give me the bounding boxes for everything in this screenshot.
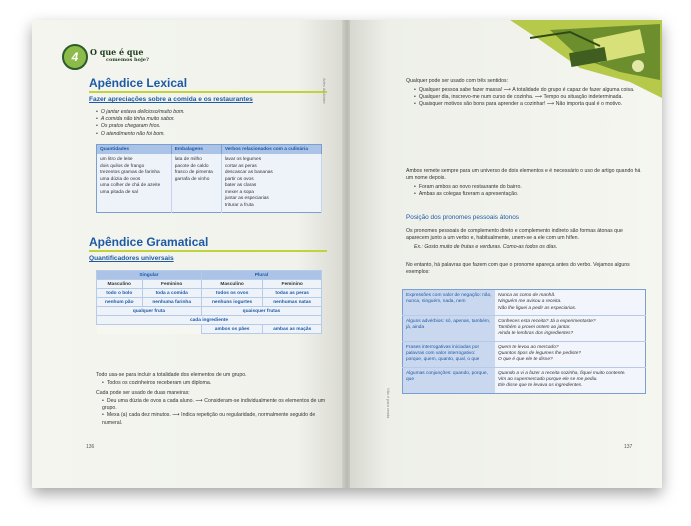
pronouns-paragraph: Os pronomes pessoais de complemento direto e complemento indireto são formas átonas que aparecem junto a um verbo e, habitualmente, unem-se a ele com um hífen. xyxy=(406,228,623,242)
cell-line: lata de milho xyxy=(174,157,202,162)
empty-cell xyxy=(97,325,202,334)
rule-label: Algumas conjunções: quando, porque, que xyxy=(403,367,496,393)
bullet-item: • Quaisquer motivos são bons para aprender a cozinhar! ⟶ Não importa qual é o motivo. xyxy=(414,101,646,108)
singular-header: Singular xyxy=(97,271,202,280)
brand-line1: O que é que xyxy=(90,47,144,57)
example-line: Também a provei ontem ao jantar. xyxy=(498,325,571,331)
cell-line: trezentos gramas de farinha xyxy=(100,170,160,175)
paragraph-todo: Todo usa-se para incluir a totalidade dos elementos de um grupo. xyxy=(96,372,247,378)
qualquer-bullets xyxy=(414,87,646,109)
cell-line: descascar as bananas xyxy=(224,170,273,175)
cell-line: triturar a fruta xyxy=(224,202,254,208)
todo-bullets xyxy=(102,380,326,387)
rule-label: Frases interrogativas iniciadas por palavras com valor interrogativo: porque, quem, quanto, qual, o que xyxy=(403,341,496,367)
gender-header: Feminino xyxy=(142,280,201,289)
title-rule xyxy=(89,91,327,93)
example-line: O que é que ele te disse? xyxy=(498,357,553,363)
table-cell: todos os ovos xyxy=(201,289,262,298)
gender-header: Masculino xyxy=(201,280,262,289)
table-cell: toda a comida xyxy=(142,289,201,298)
table-cell: cada ingrediente xyxy=(97,316,322,325)
verbs-cell xyxy=(221,154,321,213)
rule-examples xyxy=(495,290,646,316)
cell-line: frasco de pimenta xyxy=(174,170,213,175)
example-line: Quantos tipos de legumes lhe pediste? xyxy=(498,351,581,357)
side-note: Não é para venda xyxy=(386,388,390,419)
qualquer-intro: Qualquer pode ser usado com três sentidos: xyxy=(406,78,509,84)
table-header: Quantidades xyxy=(97,145,172,155)
bullet-item: • Todos os cozinheiros receberam um diploma. xyxy=(102,380,326,387)
cell-line: partir os ovos xyxy=(224,176,254,182)
rule-label: Alguns advérbios: só, apenas, também, já, ainda xyxy=(403,315,496,341)
table-cell: quaisquer frutas xyxy=(201,307,321,316)
gender-header: Masculino xyxy=(97,280,143,289)
title-rule xyxy=(89,250,327,252)
cell-line: garrafa de vinho xyxy=(174,176,210,182)
table-cell: nenhum pão xyxy=(97,298,143,307)
grammar-title: Apêndice Gramatical xyxy=(89,235,209,249)
bullet-item: • Qualquer pessoa sabe fazer massa! ⟶ A totalidade do grupo é capaz de fazer alguma coisa. xyxy=(414,87,646,94)
pronouns-example: Ex.: Gosto muito de frutas e verduras. Como-as todos os dias. xyxy=(414,244,558,250)
cell-line: bater as claras xyxy=(224,183,257,188)
side-note: Artes do Atelier xyxy=(322,78,326,104)
examples-list xyxy=(96,109,185,138)
bullet-item: • Mexa (a) cada dez minutos. ⟶ Indica repetição ou regularidade, normalmente seguido de numeral. xyxy=(102,412,326,426)
bullet-item: • Ambas as colegas fizeram a apresentação. xyxy=(414,191,646,198)
exception-paragraph: No entanto, há palavras que fazem com que o pronome apareça antes do verbo. Vejamos alguns exemplos: xyxy=(406,262,630,276)
cell-line: um litro de leite xyxy=(100,157,133,162)
cell-line: dois quilos de frango xyxy=(100,163,145,169)
cell-line: uma colher de chá de azeite xyxy=(100,183,161,188)
example-line: Nunca as como de manhã. xyxy=(498,293,556,298)
example-line: Ainda te lembras dos ingredientes? xyxy=(498,331,574,337)
table-cell: ambas as maçãs xyxy=(263,325,322,334)
table-cell: nenhuma farinha xyxy=(142,298,201,307)
example-line: Ele disse que te levava os ingredientes. xyxy=(498,383,583,389)
pronouns-section-title: Posição dos pronomes pessoais átonos xyxy=(406,214,519,221)
cell-line: uma dúzia de ovos xyxy=(100,176,141,182)
brand-line2: comemos hoje? xyxy=(106,57,149,63)
open-book xyxy=(32,20,662,488)
table-cell: todas as peras xyxy=(263,289,322,298)
cell-line: pacote de caldo xyxy=(174,163,209,169)
example-item: • O jantar estava delicioso/muito bom. xyxy=(96,109,185,116)
bullet-item: • Foram ambos ao novo restaurante do bairro. xyxy=(414,184,646,191)
bullet-item: • Qualquer dia, inscrevo-me num curso de cozinha. ⟶ Tempo ou situação indeterminada. xyxy=(414,94,646,101)
lexical-title: Apêndice Lexical xyxy=(89,76,188,90)
example-item: • O atendimento não foi bom. xyxy=(96,131,185,138)
gender-header: Feminino xyxy=(263,280,322,289)
table-header: Embalagens xyxy=(171,145,221,155)
table-cell: nenhumas natas xyxy=(263,298,322,307)
paragraph-cada: Cada pode ser usado de duas maneiras: xyxy=(96,390,190,396)
page-number-right: 137 xyxy=(624,444,633,450)
example-line: Ninguém me avisou a receita. xyxy=(498,299,562,305)
pronoun-position-table xyxy=(402,289,646,394)
table-cell: ambos os pães xyxy=(201,325,262,334)
grammar-subtitle: Quantificadores universais xyxy=(89,255,174,262)
cell-line: juntar as especiarias xyxy=(224,196,269,201)
chapter-badge xyxy=(62,44,88,70)
cell-line: uma pitada de sal xyxy=(100,189,138,195)
ambos-paragraph: Ambos remete sempre para um universo de dois elementos e é necessário o uso de artigo quando há um nome depois. xyxy=(406,168,641,182)
left-page xyxy=(32,20,344,488)
cada-bullets xyxy=(102,398,326,427)
quantifiers-table xyxy=(96,270,322,334)
example-item: • A comida não tinha muito sabor. xyxy=(96,116,185,123)
plural-header: Plural xyxy=(201,271,321,280)
chapter-number: 4 xyxy=(71,50,79,64)
page-number-left: 136 xyxy=(86,444,95,450)
rule-examples xyxy=(495,367,646,393)
lexical-subtitle: Fazer apreciações sobre a comida e os restaurantes xyxy=(89,96,253,103)
cell-line: cortar as peras xyxy=(224,163,257,169)
packaging-cell xyxy=(171,154,221,213)
table-cell: todo o bolo xyxy=(97,289,143,298)
ambos-bullets xyxy=(414,184,646,198)
example-line: Quem te levou ao mercado? xyxy=(498,344,559,350)
rule-examples xyxy=(495,341,646,367)
lexical-table xyxy=(96,144,322,213)
table-header: Verbos relacionados com a culinária xyxy=(221,145,321,155)
example-line: Quando a vi a fazer a receita sozinha, fiquei muito contente. xyxy=(498,370,626,376)
quantities-cell xyxy=(97,154,172,213)
right-page xyxy=(350,20,662,488)
cell-line: mexer a sopa xyxy=(224,189,254,195)
cell-line: lavar os legumes xyxy=(224,157,262,162)
example-line: Vim ao supermercado porque ele se me pediu. xyxy=(498,376,598,382)
example-line: Não lhe liguei a pedir as especiarias. xyxy=(498,305,577,311)
rule-label: Expressões com valor de negação: não, nunca, ninguém, nada, nem xyxy=(403,290,496,316)
rule-examples xyxy=(495,315,646,341)
table-cell: qualquer fruta xyxy=(97,307,202,316)
example-item: • Os pratos chegaram frios. xyxy=(96,123,185,130)
table-cell: nenhuns iogurtes xyxy=(201,298,262,307)
example-line: Conheces esta receita? Já a experimentaste? xyxy=(498,318,596,324)
bullet-item: • Deu uma dúzia de ovos a cada aluno. ⟶ Consideram-se individualmente os elementos de um grupo. xyxy=(102,398,326,412)
